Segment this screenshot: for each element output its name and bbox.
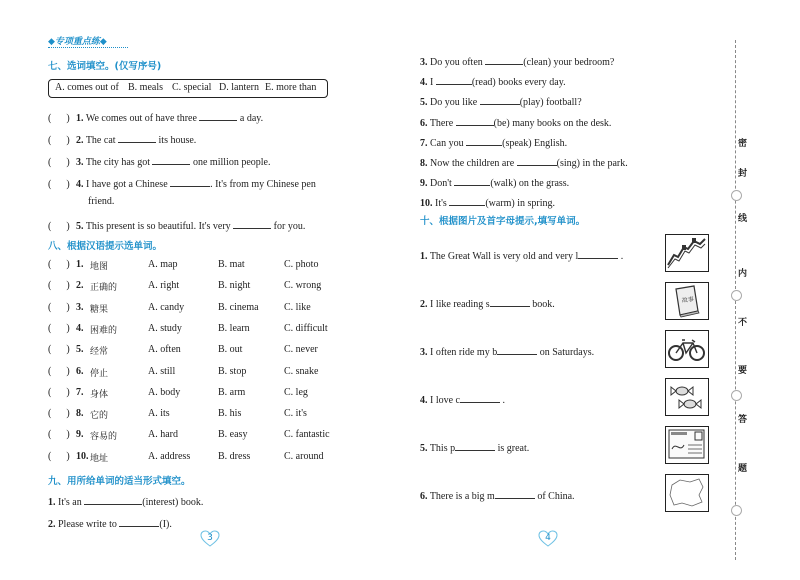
chinese-hint: 糖果: [90, 304, 109, 315]
s8-item: [48, 259, 319, 272]
word-bank-option: C. special: [172, 82, 212, 93]
s10-item: [420, 248, 623, 262]
answer-paren[interactable]: ( ): [48, 450, 70, 462]
section9-title: 九、用所给单词的适当形式填空。: [48, 476, 191, 487]
s9-right-item: [420, 175, 569, 189]
candy-picture: [665, 378, 709, 416]
item-post: (sing) in the park.: [556, 158, 628, 169]
answer-paren[interactable]: ( ): [48, 259, 70, 270]
item-pre: There: [429, 117, 454, 129]
item-pre: Do you often: [430, 57, 483, 68]
section-tag-underline: [48, 47, 128, 48]
option-c: C. difficult: [284, 322, 328, 334]
item-pre: Now the children are: [430, 158, 515, 169]
item-post: is great.: [497, 443, 530, 454]
item-number: 3.: [76, 301, 84, 313]
chinese-hint: 身体: [90, 389, 109, 400]
chinese-hint: 地图: [90, 262, 109, 272]
binding-char: 题: [738, 464, 748, 474]
answer-blank[interactable]: [170, 176, 210, 187]
item-post: on Saturdays.: [539, 347, 595, 358]
item-number: 8.: [420, 158, 428, 169]
option-b: B. learn: [218, 322, 250, 334]
item-post: .: [620, 251, 624, 262]
item-number: 5.: [420, 97, 428, 109]
word-bank-option: B. meals: [128, 82, 163, 93]
binding-char: 答: [738, 415, 748, 425]
s9-right-item: [420, 155, 628, 169]
answer-blank[interactable]: [436, 74, 472, 85]
s8-item: [48, 450, 324, 464]
item-post: of China.: [537, 491, 575, 502]
item-pre: There is a big m: [429, 491, 495, 502]
option-b: B. easy: [218, 429, 248, 441]
item-number: 3.: [420, 57, 428, 68]
s7-item-3: ( ) 3. The city has got one million people.: [48, 154, 270, 168]
s9-right-item: [420, 115, 611, 129]
item-pre: I love c: [430, 395, 460, 406]
item-number: 8.: [76, 408, 84, 420]
item-number: 6.: [420, 117, 428, 129]
option-c: C. it's: [284, 408, 307, 420]
option-b: B. his: [218, 408, 242, 420]
item-post: (be) many books on the desk.: [493, 117, 612, 129]
s8-item: [48, 301, 311, 315]
answer-paren[interactable]: ( ): [48, 280, 70, 292]
s8-item: [48, 408, 307, 422]
answer-blank[interactable]: [84, 494, 142, 505]
chinese-hint: 容易的: [90, 432, 118, 443]
binding-char: 不: [738, 318, 748, 328]
answer-blank[interactable]: [199, 110, 237, 121]
item-number: 4.: [420, 77, 428, 89]
item-number: 1.: [76, 259, 84, 270]
page-number-left: 3: [200, 530, 220, 548]
answer-blank[interactable]: [497, 344, 537, 355]
item-pre: I often ride my b: [430, 347, 498, 358]
answer-paren[interactable]: ( ): [48, 344, 70, 356]
item-number: 6.: [420, 491, 428, 502]
s10-item: [420, 296, 555, 310]
item-number: 10.: [76, 450, 89, 462]
chinese-hint: 正确的: [90, 283, 118, 294]
word-bank-option: A. comes out of: [55, 82, 119, 93]
item-post: book.: [532, 299, 555, 310]
word-bank-option: E. more than: [265, 82, 317, 93]
s8-item: [48, 365, 319, 379]
answer-paren[interactable]: ( ): [48, 429, 70, 441]
s7-item-4: ( ) 4. I have got a Chinese . It's from my Chinese pen: [48, 176, 316, 190]
book-cover-text: 故事: [681, 295, 695, 305]
answer-blank[interactable]: [454, 175, 490, 186]
binding-char: 封: [738, 169, 748, 179]
answer-blank[interactable]: [460, 392, 500, 403]
answer-paren[interactable]: ( ): [48, 365, 70, 377]
option-a: A. study: [148, 322, 182, 334]
answer-blank[interactable]: [517, 155, 557, 166]
s9-right-item: [420, 94, 582, 108]
option-a: A. still: [148, 365, 176, 377]
word-bank-box: [48, 79, 328, 98]
item-post: (walk) on the grass.: [490, 178, 570, 190]
binding-char: 密: [738, 139, 748, 149]
option-b: B. out: [218, 344, 243, 356]
item-pre: I like reading s: [430, 299, 490, 310]
answer-blank[interactable]: [118, 132, 156, 143]
s10-item: [420, 488, 575, 502]
bicycle-picture: [665, 330, 709, 368]
option-a: A. its: [148, 408, 170, 420]
item-number: 3.: [420, 347, 428, 358]
answer-paren[interactable]: ( ): [48, 408, 70, 420]
item-post: (speak) English.: [502, 137, 568, 149]
item-number: 7.: [76, 386, 84, 398]
binding-char: 线: [738, 214, 748, 224]
s10-item: [420, 392, 505, 406]
option-c: C. never: [284, 344, 318, 356]
item-number: 4.: [76, 322, 84, 334]
answer-blank[interactable]: [490, 296, 530, 307]
item-pre: It's: [435, 198, 447, 210]
item-number: 5.: [76, 344, 84, 356]
item-post: (clean) your bedroom?: [523, 57, 615, 68]
section8-title: 八、根据汉语提示选单词。: [48, 241, 163, 252]
item-number: 2.: [420, 299, 428, 310]
s7-item-5: ( ) 5. This present is so beautiful. It's very for you.: [48, 218, 305, 232]
item-number: 9.: [76, 429, 84, 441]
story-book-picture: [665, 282, 709, 320]
option-a: A. body: [148, 386, 181, 398]
answer-blank[interactable]: [480, 94, 520, 105]
s9-right-item: [420, 54, 614, 68]
chinese-hint: 经常: [90, 347, 109, 358]
binding-char: 内: [738, 269, 748, 279]
great-wall-picture: [665, 234, 709, 272]
page-number-right: 4: [538, 530, 558, 548]
s8-item: [48, 386, 308, 400]
word-bank-option: D. lantern: [219, 82, 259, 93]
answer-blank[interactable]: [119, 516, 159, 527]
option-c: C. like: [284, 301, 311, 313]
s8-item: [48, 429, 330, 443]
s9-right-item: [420, 195, 555, 209]
section-tag: ◆专项重点练◆: [48, 37, 107, 47]
s7-item-2: ( ) 2. The cat its house.: [48, 132, 196, 146]
s8-item: [48, 344, 318, 358]
answer-paren[interactable]: ( ): [48, 322, 70, 334]
chinese-hint: 地址: [90, 453, 109, 464]
option-a: A. map: [148, 259, 178, 270]
s9-item-1: 1. It's an (interest) book.: [48, 494, 203, 508]
item-number: 4.: [420, 395, 428, 406]
s7-item-1: ( ) 1. We comes out of have three a day.: [48, 110, 263, 124]
option-a: A. address: [148, 450, 191, 462]
item-pre: Don't: [430, 178, 452, 190]
item-number: 6.: [76, 365, 84, 377]
item-number: 1.: [420, 251, 428, 262]
item-post: (read) books every day.: [471, 77, 566, 89]
option-b: B. night: [218, 280, 251, 292]
option-c: C. around: [284, 450, 324, 462]
s9-right-item: [420, 135, 567, 149]
option-a: A. often: [148, 344, 181, 356]
option-b: B. stop: [218, 365, 247, 377]
option-b: B. dress: [218, 450, 251, 462]
answer-blank[interactable]: [466, 135, 502, 146]
answer-blank[interactable]: [449, 195, 485, 206]
item-pre: The Great Wall is very old and very l: [429, 251, 579, 262]
option-b: B. cinema: [218, 301, 259, 313]
answer-blank[interactable]: [456, 115, 494, 126]
answer-paren[interactable]: ( ): [48, 301, 70, 313]
answer-blank[interactable]: [495, 488, 535, 499]
answer-blank[interactable]: [152, 154, 190, 165]
binding-hole: [731, 290, 742, 301]
section10-title: 十、根据图片及首字母提示,填写单词。: [420, 216, 586, 227]
item-post: (play) football?: [519, 97, 582, 109]
option-b: B. mat: [218, 259, 245, 270]
s8-item: [48, 322, 328, 336]
section7-title: 七、选词填空。(仅写序号): [48, 61, 162, 72]
item-pre: I: [430, 77, 434, 89]
item-number: 9.: [420, 178, 428, 190]
s10-item: [420, 440, 529, 454]
option-c: C. wrong: [284, 280, 322, 292]
postcard-picture: [665, 426, 709, 464]
s10-item: [420, 344, 594, 358]
chinese-hint: 它的: [90, 411, 109, 422]
binding-hole: [731, 190, 742, 201]
binding-char: 要: [738, 366, 748, 376]
item-number: 7.: [420, 137, 428, 149]
item-pre: Can you: [430, 137, 464, 149]
item-number: 2.: [76, 280, 84, 292]
item-post: (warm) in spring.: [485, 198, 556, 210]
s9-right-item: [420, 74, 566, 88]
answer-paren[interactable]: ( ): [48, 386, 70, 398]
item-pre: This p: [429, 443, 456, 454]
answer-blank[interactable]: [578, 248, 618, 259]
option-c: C. fantastic: [284, 429, 330, 441]
item-number: 10.: [420, 198, 433, 210]
item-pre: Do you like: [430, 97, 478, 109]
s8-item: [48, 280, 322, 294]
answer-blank[interactable]: [455, 440, 495, 451]
binding-hole: [731, 505, 742, 516]
map-picture: [665, 474, 709, 512]
chinese-hint: 停止: [90, 368, 109, 379]
item-number: 5.: [420, 443, 428, 454]
item-post: .: [502, 395, 505, 406]
option-c: C. leg: [284, 386, 308, 398]
s7-item-4-cont: friend.: [88, 196, 115, 207]
s9-item-2: 2. Please write to (I).: [48, 516, 172, 530]
answer-blank[interactable]: [233, 218, 271, 229]
answer-blank[interactable]: [485, 54, 523, 65]
option-a: A. right: [148, 280, 180, 292]
option-a: A. hard: [148, 429, 178, 441]
option-a: A. candy: [148, 301, 185, 313]
option-c: C. snake: [284, 365, 319, 377]
chinese-hint: 困难的: [90, 325, 118, 336]
binding-hole: [731, 390, 742, 401]
option-b: B. arm: [218, 386, 246, 398]
option-c: C. photo: [284, 259, 319, 270]
